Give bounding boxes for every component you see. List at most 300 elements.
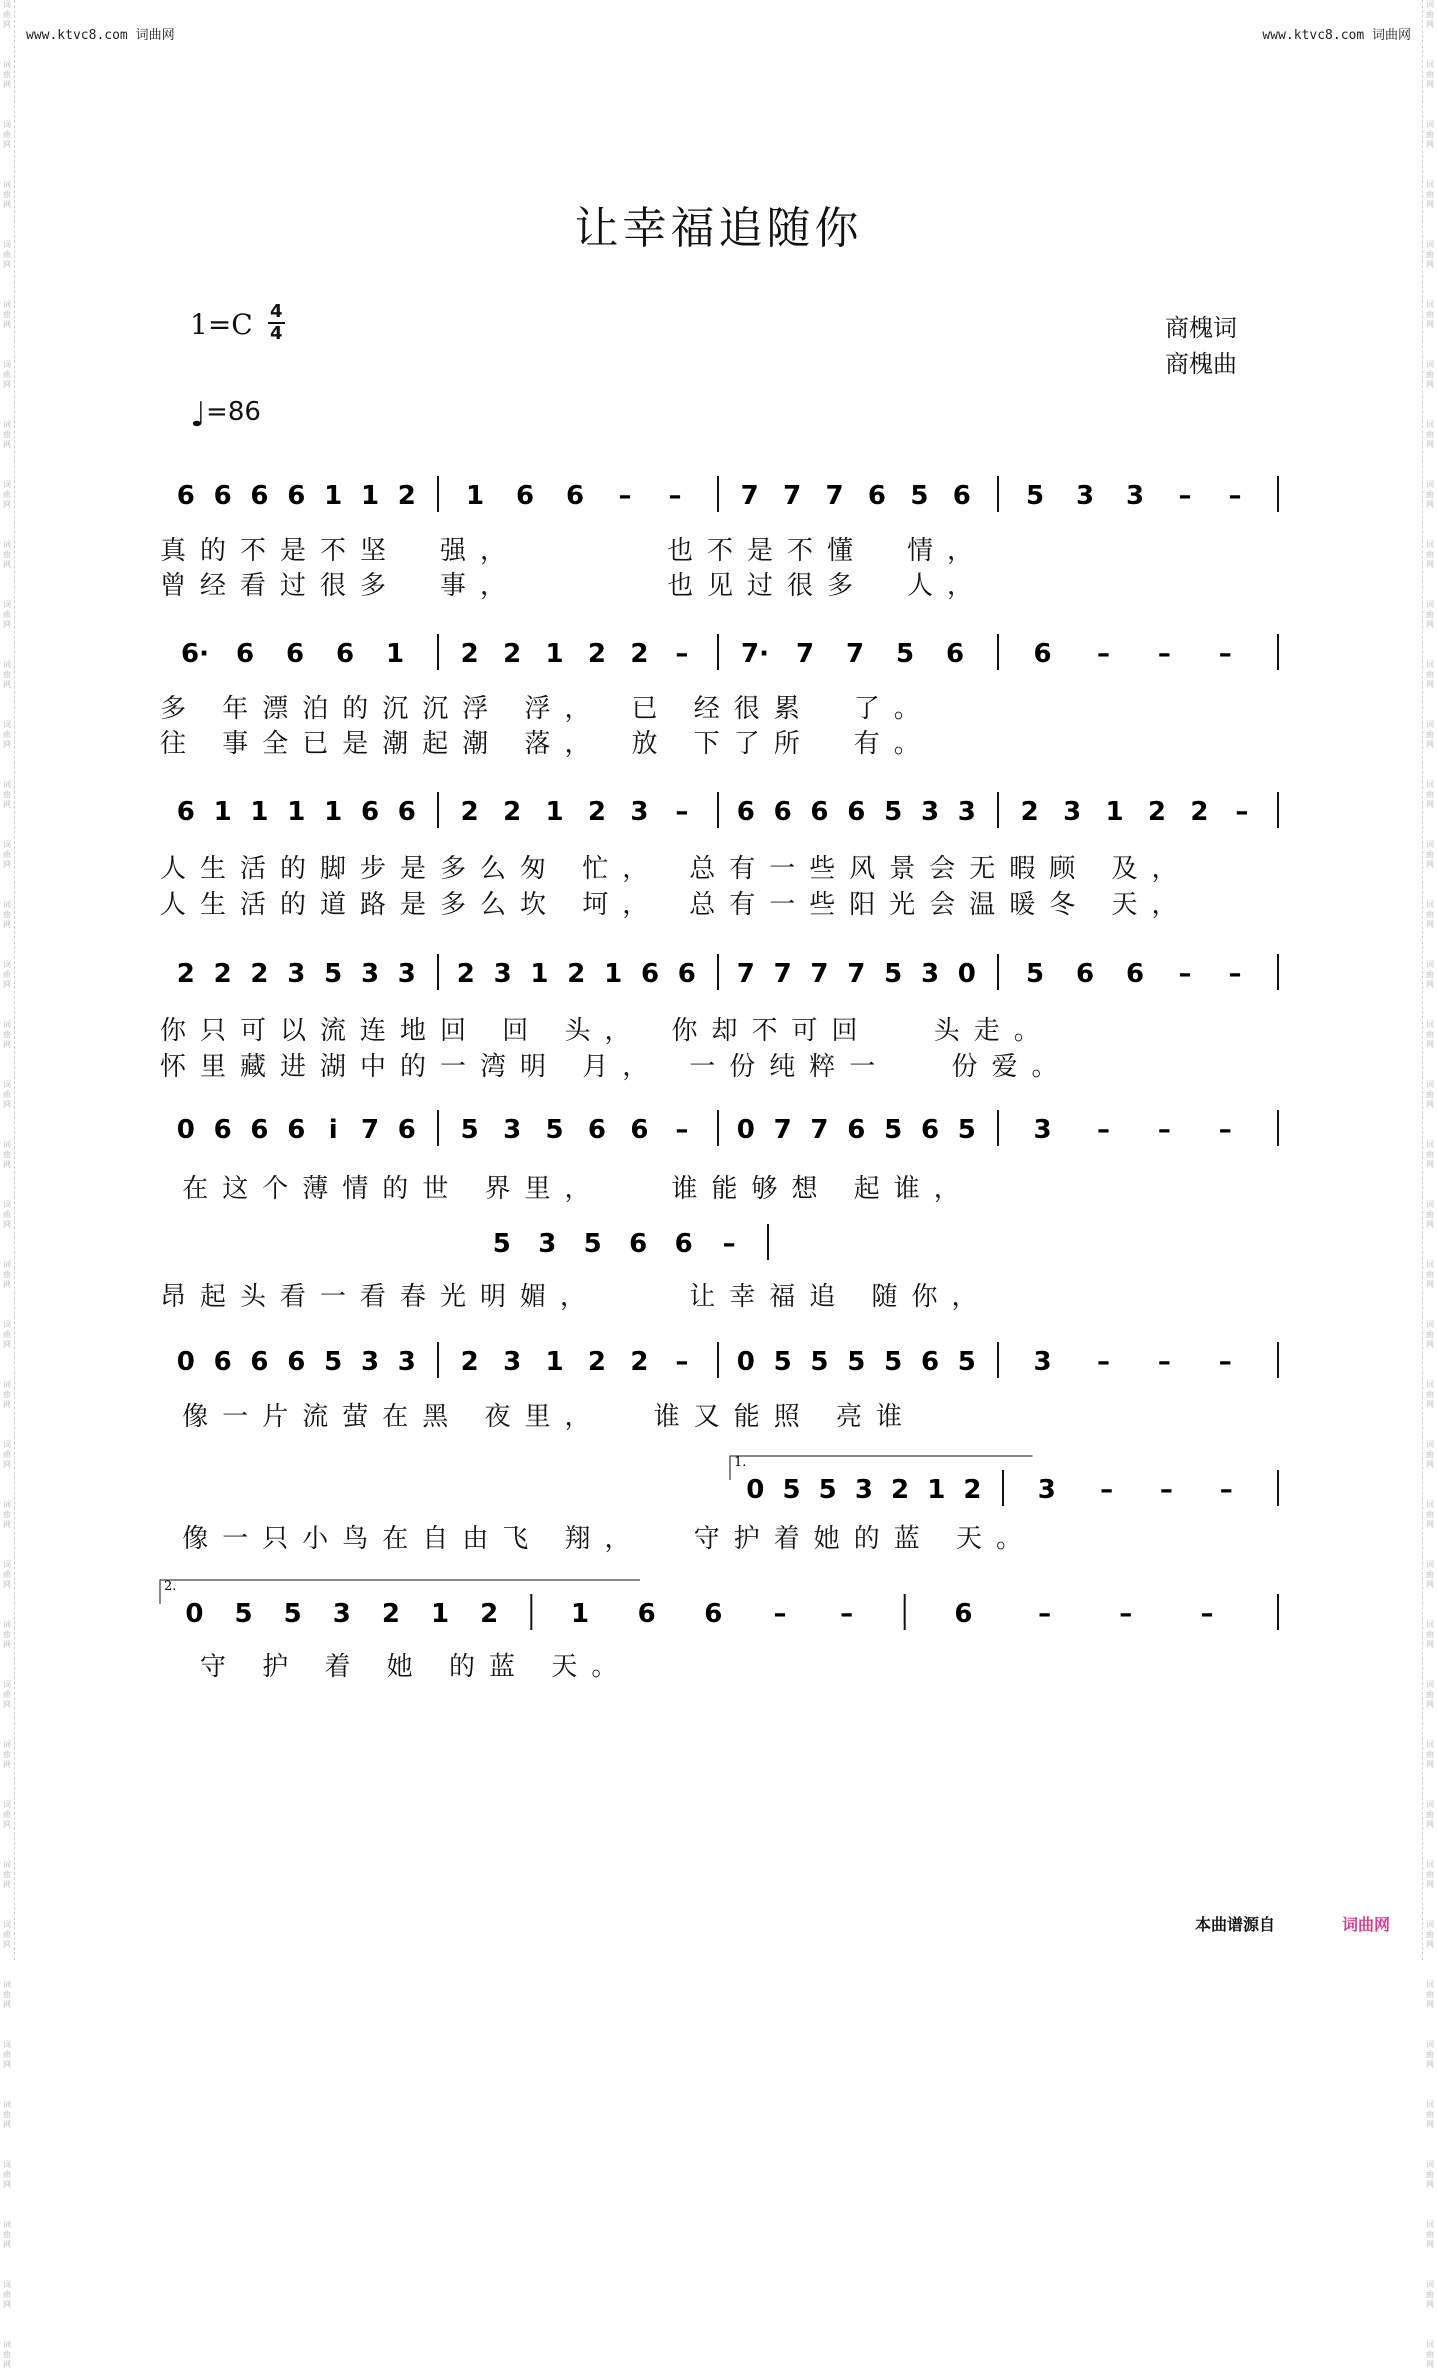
note-number: 7· <box>741 639 769 669</box>
note-number: 6 <box>213 1347 232 1377</box>
note-number: 3 <box>503 1115 522 1145</box>
note-number: 0 <box>176 1347 195 1377</box>
watermark-text: 词曲网 <box>3 1560 11 1589</box>
sustain-dash: – <box>675 1347 689 1377</box>
note-number: 3 <box>957 797 976 827</box>
note-number: 1 <box>250 797 269 827</box>
note-number: 7 <box>773 1115 792 1145</box>
note-number: 5 <box>460 1115 479 1145</box>
note-number: 1 <box>324 481 343 511</box>
note-number: 2 <box>963 1475 982 1505</box>
lyrics-line-4-verse-1: 你只可以流连地回 回 头， 你却不可回 头走。 <box>160 1016 1054 1046</box>
note-number: 6 <box>335 639 355 669</box>
watermark-text: 词曲网 <box>1426 1080 1434 1109</box>
watermark-text: 词曲网 <box>1426 1200 1434 1229</box>
sustain-dash: – <box>1228 481 1242 511</box>
notation-svg <box>160 948 1280 1008</box>
note-number: 6 <box>235 639 255 669</box>
note-number: 3 <box>1033 1347 1052 1377</box>
note-number: 0 <box>746 1475 765 1505</box>
note-number: 6 <box>847 1115 866 1145</box>
note-number: 1 <box>465 481 485 511</box>
note-number: 2 <box>503 639 522 669</box>
volta-bracket <box>160 1580 640 1604</box>
note-number: 2 <box>250 959 269 989</box>
watermark-text: 词曲网 <box>3 2280 11 2309</box>
watermark-text: 词曲网 <box>3 540 11 569</box>
note-number: 3 <box>1037 1475 1056 1505</box>
notation-line-6 <box>470 1218 770 1278</box>
sustain-dash: – <box>1096 1115 1110 1145</box>
watermark-text: 词曲网 <box>3 240 11 269</box>
watermark-text: 词曲网 <box>3 1500 11 1529</box>
note-number: 6 <box>847 797 866 827</box>
watermark-text: 词曲网 <box>1426 600 1434 629</box>
watermark-text: 词曲网 <box>3 2340 11 2369</box>
quarter-note-icon: ♩ <box>190 395 207 435</box>
note-number: 1 <box>604 959 623 989</box>
tempo-marking <box>190 395 261 435</box>
watermark-text: 词曲网 <box>1426 360 1434 389</box>
watermark-text: 词曲网 <box>1426 2160 1434 2189</box>
right-side-watermark <box>1422 0 1437 2369</box>
lyricist-credit: 商槐词 <box>1165 314 1237 342</box>
watermark-text: 词曲网 <box>1426 540 1434 569</box>
note-number: 2 <box>480 1599 499 1629</box>
note-number: 6 <box>250 481 269 511</box>
note-number: 2 <box>503 797 522 827</box>
note-number: 1 <box>927 1475 946 1505</box>
note-number: 3 <box>1125 481 1145 511</box>
note-number: 6· <box>181 639 209 669</box>
lyrics-line-1-verse-2: 曾经看过很多 事， 也见过很多 人， <box>160 571 988 601</box>
watermark-text: 词曲网 <box>1426 1620 1434 1649</box>
watermark-text: 词曲网 <box>3 0 11 29</box>
watermark-text: 词曲网 <box>3 1740 11 1769</box>
watermark-text: 词曲网 <box>3 720 11 749</box>
watermark-text: 词曲网 <box>1426 1860 1434 1889</box>
note-number: 6 <box>287 481 306 511</box>
note-number: 5 <box>957 1115 976 1145</box>
sustain-dash: – <box>1119 1599 1133 1629</box>
watermark-text: 词曲网 <box>1426 2340 1434 2369</box>
note-number: 3 <box>1063 797 1082 827</box>
notation-line-9-volta-2 <box>160 1579 1280 1648</box>
lyrics-line-7: 像一片流萤在黑 夜里， 谁又能照 亮谁 <box>160 1402 917 1432</box>
sustain-dash: – <box>773 1599 787 1629</box>
header-left-url: www.ktvc8.com 词曲网 <box>26 28 175 43</box>
watermark-text: 词曲网 <box>3 1140 11 1169</box>
watermark-text: 词曲网 <box>3 1260 11 1289</box>
note-number: 5 <box>324 1347 343 1377</box>
note-number: 6 <box>920 1115 940 1145</box>
time-signature <box>268 302 285 344</box>
left-side-watermark <box>0 0 15 2369</box>
watermark-text: 词曲网 <box>3 1920 11 1949</box>
watermark-text: 词曲网 <box>1426 780 1434 809</box>
note-number: 0 <box>736 1347 755 1377</box>
note-number: 7 <box>736 959 755 989</box>
watermark-text: 词曲网 <box>1426 180 1434 209</box>
note-number: 6 <box>640 959 660 989</box>
volta-number: 2. <box>164 1579 177 1594</box>
watermark-text: 词曲网 <box>3 1200 11 1229</box>
note-number: 2 <box>460 1347 479 1377</box>
note-number: 6 <box>810 797 829 827</box>
lyrics-line-2-verse-2: 往 事全已是潮起潮 落， 放 下了所 有。 <box>160 729 934 759</box>
notation-line-1 <box>160 470 1280 530</box>
sustain-dash: – <box>1157 639 1171 669</box>
watermark-text: 词曲网 <box>1426 960 1434 989</box>
footer-source-site[interactable]: 词曲网 <box>1342 1915 1391 1934</box>
note-number: 2 <box>587 639 607 669</box>
note-number: 3 <box>493 959 512 989</box>
watermark-text: 词曲网 <box>1426 1440 1434 1469</box>
watermark-text: 词曲网 <box>1426 60 1434 89</box>
note-number: 6 <box>360 797 380 827</box>
watermark-text: 词曲网 <box>1426 1680 1434 1709</box>
sustain-dash: – <box>668 481 682 511</box>
note-number: 2 <box>1020 797 1039 827</box>
note-number: 5 <box>895 639 915 669</box>
sustain-dash: – <box>675 1115 689 1145</box>
note-number: 3 <box>538 1229 557 1259</box>
sustain-dash: – <box>1218 1115 1232 1145</box>
note-number: 6 <box>954 1599 973 1629</box>
note-number: 2 <box>176 959 195 989</box>
sustain-dash: – <box>1218 639 1232 669</box>
watermark-text: 词曲网 <box>1426 300 1434 329</box>
watermark-text: 词曲网 <box>1426 480 1434 509</box>
watermark-text: 词曲网 <box>3 420 11 449</box>
sustain-dash: – <box>840 1599 854 1629</box>
header-right-url: www.ktvc8.com 词曲网 <box>1262 28 1411 43</box>
watermark-text: 词曲网 <box>1426 2100 1434 2129</box>
watermark-text: 词曲网 <box>1426 240 1434 269</box>
note-number: 1 <box>324 797 343 827</box>
note-number: 5 <box>234 1599 253 1629</box>
note-number: 1 <box>530 959 549 989</box>
lyrics-line-6: 昂起头看一看春光明媚， 让幸福追 随你， <box>160 1282 992 1312</box>
watermark-text: 词曲网 <box>3 960 11 989</box>
watermark-text: 词曲网 <box>1426 120 1434 149</box>
sustain-dash: – <box>1235 797 1249 827</box>
watermark-text: 词曲网 <box>1426 1740 1434 1769</box>
note-number: 5 <box>583 1229 602 1259</box>
watermark-text: 词曲网 <box>1426 660 1434 689</box>
watermark-text: 词曲网 <box>3 2160 11 2189</box>
note-number: 2 <box>630 1347 649 1377</box>
note-number: 3 <box>503 1347 522 1377</box>
note-number: 2 <box>587 797 607 827</box>
lyrics-line-5: 在这个薄情的世 界里， 谁能够想 起谁， <box>160 1174 974 1204</box>
notation-svg <box>730 1455 1280 1524</box>
notation-svg <box>160 786 1280 846</box>
note-number: 5 <box>283 1599 302 1629</box>
sustain-dash: – <box>1157 1115 1171 1145</box>
notation-svg <box>470 1218 770 1278</box>
watermark-text: 词曲网 <box>3 780 11 809</box>
tempo-value: =86 <box>206 397 261 427</box>
note-number: 5 <box>818 1475 837 1505</box>
note-number: 5 <box>782 1475 801 1505</box>
lyrics-line-9: 守 护 着 她 的蓝 天。 <box>160 1652 632 1682</box>
note-number: 6 <box>397 797 416 827</box>
watermark-text: 词曲网 <box>1426 1260 1434 1289</box>
watermark-text: 词曲网 <box>3 1680 11 1709</box>
note-number: 5 <box>1025 481 1045 511</box>
note-number: 6 <box>213 1115 232 1145</box>
note-number: 6 <box>637 1599 656 1629</box>
watermark-text: 词曲网 <box>3 660 11 689</box>
note-number: 6 <box>867 481 887 511</box>
note-number: 3 <box>360 1347 380 1377</box>
note-number: 1 <box>545 1347 564 1377</box>
note-number: 1 <box>545 797 564 827</box>
note-number: 7 <box>810 959 829 989</box>
note-number: 1 <box>1105 797 1124 827</box>
sustain-dash: – <box>1038 1599 1052 1629</box>
note-number: 6 <box>213 481 232 511</box>
watermark-text: 词曲网 <box>3 900 11 929</box>
notation-line-4 <box>160 948 1280 1008</box>
note-number: 5 <box>545 1115 564 1145</box>
note-number: 2 <box>1190 797 1209 827</box>
song-title: 让幸福追随你 <box>574 203 863 254</box>
sustain-dash: – <box>675 639 689 669</box>
note-number: 6 <box>287 1115 306 1145</box>
watermark-text: 词曲网 <box>1426 1980 1434 2009</box>
note-number: 3 <box>1033 1115 1052 1145</box>
note-number: 6 <box>285 639 305 669</box>
lyrics-line-8: 像一只小鸟在自由飞 翔， 守护着她的蓝 天。 <box>160 1524 1037 1554</box>
note-number: 5 <box>773 1347 792 1377</box>
notation-svg <box>160 1104 1280 1164</box>
note-number: 1 <box>430 1599 450 1629</box>
note-number: 5 <box>884 959 903 989</box>
sustain-dash: – <box>1096 639 1110 669</box>
sustain-dash: – <box>1100 1475 1114 1505</box>
watermark-text: 词曲网 <box>3 2220 11 2249</box>
note-number: 7 <box>773 959 792 989</box>
note-number: 6 <box>1125 959 1145 989</box>
volta-number: 1. <box>734 1455 747 1470</box>
note-number: 5 <box>910 481 929 511</box>
note-number: 7 <box>740 481 759 511</box>
note-number: 6 <box>176 481 195 511</box>
note-number: 7 <box>360 1115 380 1145</box>
note-number: 0 <box>736 1115 755 1145</box>
sustain-dash: – <box>618 481 632 511</box>
watermark-text: 词曲网 <box>1426 420 1434 449</box>
time-signature-bottom: 4 <box>270 323 283 344</box>
note-number: 6 <box>1075 959 1095 989</box>
lyrics-line-1-verse-1: 真的不是不坚 强， 也不是不懂 情， <box>160 536 988 566</box>
note-number: 1 <box>287 797 306 827</box>
note-number: 6 <box>630 1115 649 1145</box>
note-number: 2 <box>1147 797 1167 827</box>
watermark-text: 词曲网 <box>3 1620 11 1649</box>
notation-line-3 <box>160 786 1280 846</box>
note-number: 5 <box>957 1347 976 1377</box>
note-number: 5 <box>847 1347 866 1377</box>
note-number: 1 <box>385 639 405 669</box>
note-number: 6 <box>250 1347 269 1377</box>
note-number: 2 <box>630 639 649 669</box>
notation-line-5 <box>160 1104 1280 1164</box>
note-number: 3 <box>360 959 380 989</box>
watermark-text: 词曲网 <box>3 60 11 89</box>
notation-line-7 <box>160 1336 1280 1396</box>
note-number: 7 <box>810 1115 829 1145</box>
lyrics-line-3-verse-2: 人生活的道路是多么坎 坷， 总有一些阳光会温暖冬 天， <box>160 890 1192 920</box>
sustain-dash: – <box>1228 959 1242 989</box>
watermark-text: 词曲网 <box>3 1080 11 1109</box>
sustain-dash: – <box>722 1229 736 1259</box>
sustain-dash: – <box>1178 959 1192 989</box>
sustain-dash: – <box>1157 1347 1171 1377</box>
sustain-dash: – <box>1159 1475 1173 1505</box>
sustain-dash: – <box>1096 1347 1110 1377</box>
watermark-text: 词曲网 <box>3 300 11 329</box>
note-number: 0 <box>957 959 976 989</box>
note-number: 6 <box>397 1115 416 1145</box>
note-number: 5 <box>810 1347 829 1377</box>
note-number: 6 <box>920 1347 940 1377</box>
note-number: 6 <box>736 797 755 827</box>
note-number: 2 <box>397 481 416 511</box>
watermark-text: 词曲网 <box>1426 1800 1434 1829</box>
watermark-text: 词曲网 <box>1426 2280 1434 2309</box>
note-number: 6 <box>704 1599 723 1629</box>
note-number: 3 <box>630 797 649 827</box>
note-number: 3 <box>854 1475 873 1505</box>
sustain-dash: – <box>1200 1599 1214 1629</box>
note-number: 2 <box>213 959 232 989</box>
note-number: 6 <box>952 481 971 511</box>
note-number: 6 <box>565 481 585 511</box>
note-number: 7 <box>847 959 866 989</box>
note-number: 1 <box>570 1599 590 1629</box>
watermark-text: 词曲网 <box>1426 0 1434 29</box>
watermark-text: 词曲网 <box>1426 1920 1434 1949</box>
watermark-text: 词曲网 <box>3 360 11 389</box>
sustain-dash: – <box>675 797 689 827</box>
note-number: 6 <box>515 481 535 511</box>
note-number: 2 <box>456 959 475 989</box>
note-number: 2 <box>891 1475 910 1505</box>
time-signature-top: 4 <box>270 301 283 322</box>
lyrics-line-4-verse-2: 怀里藏进湖中的一湾明 月， 一份纯粹一 份爱。 <box>160 1052 1072 1082</box>
watermark-text: 词曲网 <box>1426 1380 1434 1409</box>
note-number: 3 <box>920 797 940 827</box>
note-number: 0 <box>185 1599 204 1629</box>
note-number: 5 <box>324 959 343 989</box>
composer-credit: 商槐曲 <box>1165 350 1237 378</box>
key-signature: 1=C <box>190 308 253 341</box>
notation-svg <box>160 1336 1280 1396</box>
note-number: 6 <box>945 639 965 669</box>
note-number: 6 <box>1033 639 1052 669</box>
note-number: 3 <box>1075 481 1095 511</box>
watermark-text: 词曲网 <box>1426 720 1434 749</box>
note-number: 1 <box>213 797 232 827</box>
watermark-text: 词曲网 <box>3 1320 11 1349</box>
watermark-text: 词曲网 <box>1426 1500 1434 1529</box>
note-number: 3 <box>920 959 940 989</box>
note-number: 2 <box>460 639 479 669</box>
watermark-text: 词曲网 <box>1426 2040 1434 2069</box>
note-number: 6 <box>674 1229 693 1259</box>
note-number: 6 <box>773 797 792 827</box>
note-number: 6 <box>287 1347 306 1377</box>
notation-svg <box>160 1579 1280 1648</box>
note-number: 3 <box>332 1599 351 1629</box>
sustain-dash: – <box>1219 1475 1233 1505</box>
notation-line-2 <box>160 628 1280 688</box>
watermark-text: 词曲网 <box>3 1440 11 1469</box>
note-number: 7 <box>795 639 815 669</box>
lyrics-line-3-verse-1: 人生活的脚步是多么匆 忙， 总有一些风景会无暇顾 及， <box>160 854 1192 884</box>
watermark-text: 词曲网 <box>3 600 11 629</box>
watermark-text: 词曲网 <box>3 1020 11 1049</box>
watermark-text: 词曲网 <box>1426 1020 1434 1049</box>
watermark-text: 词曲网 <box>3 2040 11 2069</box>
watermark-text: 词曲网 <box>3 120 11 149</box>
note-number: i <box>328 1115 338 1145</box>
sustain-dash: – <box>1218 1347 1232 1377</box>
note-number: 6 <box>587 1115 607 1145</box>
note-number: 7 <box>845 639 865 669</box>
note-number: 6 <box>250 1115 269 1145</box>
note-number: 3 <box>397 959 416 989</box>
note-number: 2 <box>567 959 586 989</box>
watermark-text: 词曲网 <box>3 1380 11 1409</box>
note-number: 7 <box>783 481 802 511</box>
note-number: 1 <box>545 639 564 669</box>
watermark-text: 词曲网 <box>3 840 11 869</box>
note-number: 5 <box>884 1115 903 1145</box>
note-number: 0 <box>176 1115 195 1145</box>
watermark-text: 词曲网 <box>3 1800 11 1829</box>
watermark-text: 词曲网 <box>1426 1560 1434 1589</box>
note-number: 6 <box>629 1229 648 1259</box>
note-number: 6 <box>176 797 195 827</box>
note-number: 6 <box>677 959 696 989</box>
notation-svg <box>160 470 1280 530</box>
watermark-text: 词曲网 <box>1426 900 1434 929</box>
note-number: 2 <box>460 797 479 827</box>
note-number: 3 <box>397 1347 416 1377</box>
lyrics-line-2-verse-1: 多 年漂泊的沉沉浮 浮， 已 经很累 了。 <box>160 694 934 724</box>
watermark-text: 词曲网 <box>3 2100 11 2129</box>
note-number: 2 <box>381 1599 400 1629</box>
note-number: 2 <box>587 1347 607 1377</box>
note-number: 5 <box>884 797 903 827</box>
footer-source-label: 本曲谱源自 <box>1195 1915 1276 1934</box>
volta-bracket <box>730 1456 1033 1480</box>
note-number: 3 <box>287 959 306 989</box>
watermark-text: 词曲网 <box>3 1980 11 2009</box>
sustain-dash: – <box>1178 481 1192 511</box>
watermark-text: 词曲网 <box>1426 1320 1434 1349</box>
watermark-text: 词曲网 <box>3 180 11 209</box>
watermark-text: 词曲网 <box>1426 2220 1434 2249</box>
note-number: 5 <box>1025 959 1045 989</box>
note-number: 5 <box>492 1229 511 1259</box>
watermark-text: 词曲网 <box>1426 840 1434 869</box>
notation-svg <box>160 628 1280 688</box>
